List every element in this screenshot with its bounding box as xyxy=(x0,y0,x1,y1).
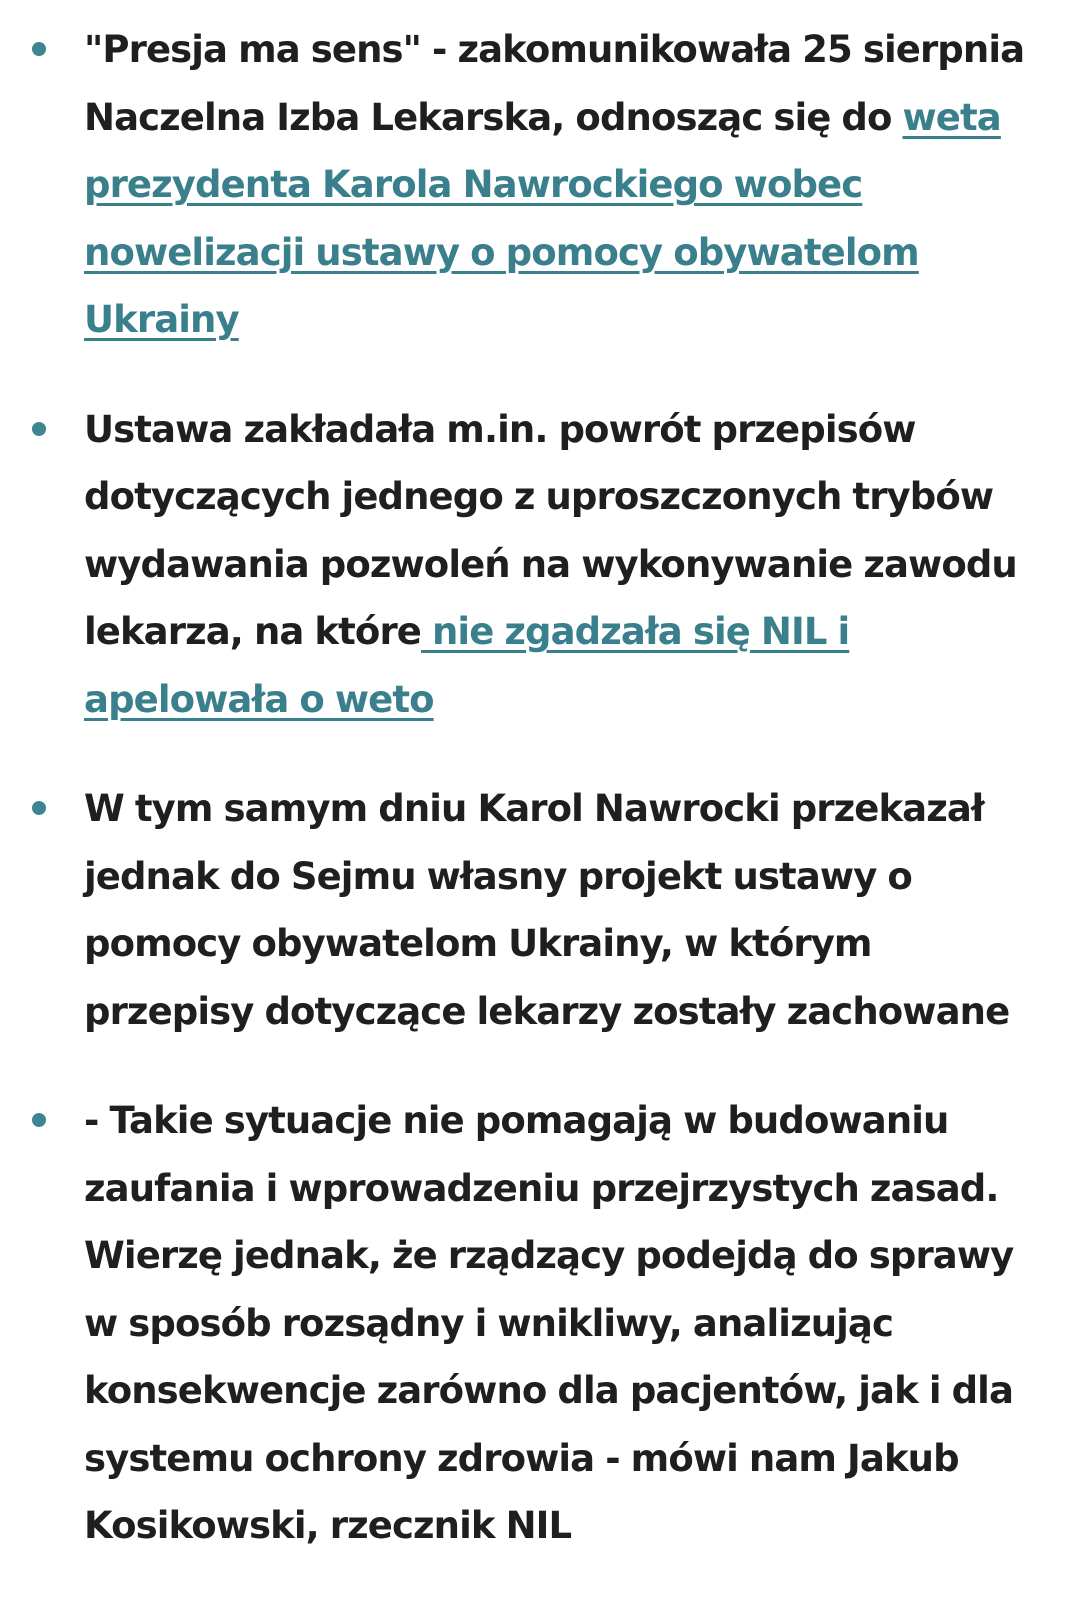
veto-article-link[interactable]: weta prezydenta Karola Nawrockiego wobec nowelizacji ustawy o pomocy obywatelom Ukrainy xyxy=(84,95,1001,341)
bullet-3-text: W tym samym dniu Karol Nawrocki przekazał jednak do Sejmu własny projekt ustawy o pomocy obywatelom Ukrainy, w którym przepisy dotyczące lekarzy zostały zachowane xyxy=(84,787,1010,1033)
bullet-item-2 xyxy=(0,396,1079,734)
bullet-2-text: Ustawa zakładała m.in. powrót przepisów dotyczących jednego z uproszczonych trybów wydawania pozwoleń na wykonywanie zawodu lekarza, na które xyxy=(84,407,1017,653)
bullet-item-1 xyxy=(0,16,1079,354)
bullet-item-3 xyxy=(0,775,1079,1045)
bullet-4-text: - Takie sytuacje nie pomagają w budowaniu zaufania i wprowadzeniu przejrzystych zasad. Wierzę jednak, że rządzący podejdą do sprawy w sposób rozsądny i wnikliwy, analizując konsekwencje zarówno dla pacjentów, jak i dla systemu ochrony zdrowia - mówi nam Jakub Kosikowski, rzecznik NIL xyxy=(84,1099,1014,1547)
bullet-item-4 xyxy=(0,1087,1079,1560)
nil-appeal-link[interactable]: nie zgadzała się NIL i apelowała o weto xyxy=(84,610,850,721)
bullet-1-text: "Presja ma sens" - zakomunikowała 25 sierpnia Naczelna Izba Lekarska, odnosząc się do xyxy=(84,28,1025,139)
article-bullet-list xyxy=(0,16,1079,1602)
